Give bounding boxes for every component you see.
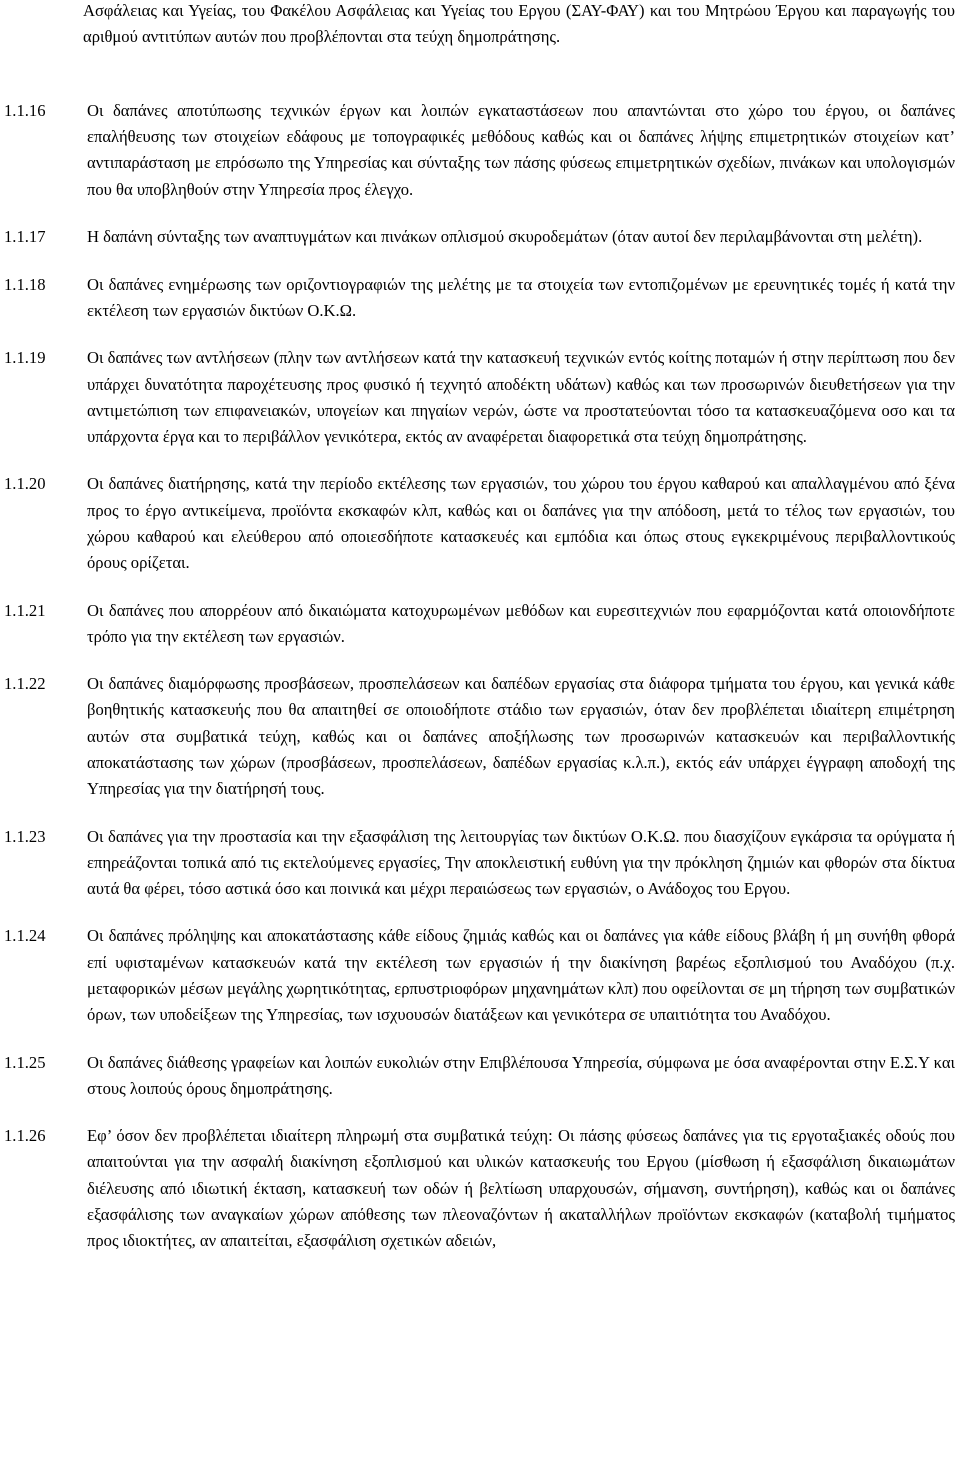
clause-item — [4, 471, 955, 576]
clause-item — [4, 345, 955, 450]
clause-number: 1.1.23 — [4, 826, 46, 846]
clause-number: 1.1.20 — [4, 474, 46, 494]
clause-item — [4, 824, 955, 903]
clause-text: Οι δαπάνες που απορρέουν από δικαιώματα κατοχυρωμένων μεθόδων και ευρεσιτεχνιών που εφαρμόζονται κατά οποιονδήποτε τρόπο για την εκτέλεση των εργασιών. — [87, 600, 955, 646]
clause-item — [4, 598, 955, 650]
clause-text: Οι δαπάνες ενημέρωσης των οριζοντιογραφιών της μελέτης με τα στοιχεία των εντοπιζομένων με ερευνητικές τομές ή κατά την εκτέλεση των εργασιών δικτύων Ο.Κ.Ω. — [87, 274, 955, 320]
clause-text: Η δαπάνη σύνταξης των αναπτυγμάτων και πινάκων οπλισμού σκυροδεμάτων (όταν αυτοί δεν περιλαμβάνονται στη μελέτη). — [87, 227, 923, 247]
clause-item — [4, 224, 955, 250]
clause-number: 1.1.17 — [4, 227, 46, 247]
clause-item — [4, 98, 955, 203]
clause-text: Εφ’ όσον δεν προβλέπεται ιδιαίτερη πληρωμή στα συμβατικά τεύχη: Οι πάσης φύσεως δαπάνες για τις εργοταξιακές οδούς που απαιτούνται για την ασφαλή διακίνηση εξοπλισμού και υλικών κατασκευής του Εργου (μίσθωση ή εξασφάλιση δικαιωμάτων διέλευσης από ιδιωτική έκταση, κατασκευή των οδών ή βελτίωση υπαρχουσών, σήμανση, συντήρηση), καθώς και οι δαπάνες εξασφάλισης των αναγκαίων χώρων απόθεσης των πλεοναζόντων ή ακαταλλήλων προϊόντων εκσκαφών (καταβολή τιμήματος προς ιδιοκτήτες, αν απαιτείται, εξασφάλιση σχετικών αδειών, — [87, 1126, 955, 1251]
clause-text: Οι δαπάνες πρόληψης και αποκατάστασης κάθε είδους ζημιάς καθώς και οι δαπάνες για κάθε είδους βλάβη ή μη συνήθη φθορά επί υφισταμένων κατασκευών κατά την εκτέλεση των εργασιών ή την διακίνηση βαρέως εξοπλισμού του Αναδόχου (π.χ. μεταφορικών μέσων μεγάλης χωρητικότητας, ερπυστριοφόρων μηχανημάτων κλπ) που οφείλονται σε μη τήρηση των συμβατικών όρων, των υποδείξεων της Υπηρεσίας, των ισχυουσών διατάξεων και γενικότερα σε υπαιτιότητα του Αναδόχου. — [87, 926, 955, 1025]
clause-number: 1.1.19 — [4, 348, 46, 368]
clause-number: 1.1.26 — [4, 1126, 46, 1146]
clause-number: 1.1.22 — [4, 674, 46, 694]
clause-item — [4, 1050, 955, 1102]
clause-text: Οι δαπάνες για την προστασία και την εξασφάλιση της λειτουργίας των δικτύων Ο.Κ.Ω. που διασχίζουν εγκάρσια τα ορύγματα ή επηρεάζονται τοπικά από τις εκτελούμενες εργασίες, Την αποκλειστική ευθύνη για την πρόκληση ζημιών και φθορών στα δίκτυα αυτά θα φέρει, τόσο αστικά όσο και ποινικά και μέχρι περαιώσεως των εργασιών, ο Ανάδοχος του Εργου. — [87, 826, 955, 898]
clause-text: Οι δαπάνες διαμόρφωσης προσβάσεων, προσπελάσεων και δαπέδων εργασίας στα διάφορα τμήματα του έργου, και γενικά κάθε βοηθητικής κατασκευής που θα απαιτηθεί σε οποιοδήποτε στάδιο των εργασιών, όταν δεν προβλέπεται ιδιαίτερη επιμέτρηση αυτών στα συμβατικά τεύχη, καθώς και οι δαπάνες αποξήλωσης των προσωρινών κατασκευών και περιβαλλοντικής αποκατάστασης των χώρων (προσβάσεων, προσπελάσεων, δαπέδων εργασίας κ.λ.π.), εκτός εάν υπάρχει έγγραφη αποδοχή της Υπηρεσίας για την διατήρησή τους. — [87, 674, 955, 799]
clause-number: 1.1.16 — [4, 101, 46, 120]
clause-text: Οι δαπάνες αποτύπωσης τεχνικών έργων και λοιπών εγκαταστάσεων που απαντώνται στο χώρο του έργου, οι δαπάνες επαλήθευσης των στοιχείων εδάφους με τοπογραφικές μεθόδους καθώς και οι δαπάνες λήψης επιμετρητικών στοιχείων κατ’ αντιπαράσταση με επρόσωπο της Υπηρεσίας και σύνταξης των πάσης φύσεως επιμετρητικών σχεδίων, πινάκων και υπολογισμών που θα υποβληθούν στην Υπηρεσία προς έλεγχο. — [87, 101, 955, 199]
clause-list — [4, 98, 955, 1254]
clause-item — [4, 923, 955, 1028]
clause-item — [4, 1123, 955, 1254]
clause-number: 1.1.18 — [4, 274, 46, 294]
clause-item — [4, 272, 955, 324]
clause-number: 1.1.24 — [4, 926, 46, 946]
clause-number: 1.1.25 — [4, 1052, 46, 1072]
continuation-paragraph: Ασφάλειας και Υγείας, του Φακέλου Ασφάλειας και Υγείας του Εργου (ΣΑΥ-ΦΑΥ) και του Μητρώου Έργου και παραγωγής του αριθμού αντιτύπων αυτών που προβλέπονται στα τεύχη δημοπράτησης. — [83, 1, 955, 47]
clause-number: 1.1.21 — [4, 600, 46, 620]
clause-text: Οι δαπάνες διατήρησης, κατά την περίοδο εκτέλεσης των εργασιών, του χώρου του έργου καθαρού και απαλλαγμένου από ξένα προς το έργο αντικείμενα, προϊόντα εκσκαφών κλπ, καθώς και οι δαπάνες για την απόδοση, μετά το τέλος των εργασιών, του χώρου καθαρού και ελεύθερου από οποιεσδήποτε κατασκευές και εμπόδια και όπως στους εγκεκριμένους περιβαλλοντικούς όρους ορίζεται. — [87, 474, 955, 573]
clause-item — [4, 671, 955, 802]
clause-text: Οι δαπάνες διάθεσης γραφείων και λοιπών ευκολιών στην Επιβλέπουσα Υπηρεσία, σύμφωνα με όσα αναφέρονται στην Ε.Σ.Υ και στους λοιπούς όρους δημοπράτησης. — [87, 1052, 955, 1098]
clause-text: Οι δαπάνες των αντλήσεων (πλην των αντλήσεων κατά την κατασκευή τεχνικών εντός κοίτης ποταμών ή στην περίπτωση που δεν υπάρχει δυνατότητα παροχέτευσης προς φυσικό ή τεχνητό αποδέκτη υδάτων) καθώς και των προσωρινών διευθετήσεων για την αντιμετώπιση των επιφανειακών, υπογείων και πηγαίων νερών, ώστε να προστατεύονται τόσο τα κατασκευαζόμενα οσο και τα υπάρχοντα έργα και το περιβάλλον γενικότερα, εκτός αν αναφέρεται διαφορετικά στα τεύχη δημοπράτησης. — [87, 348, 955, 446]
